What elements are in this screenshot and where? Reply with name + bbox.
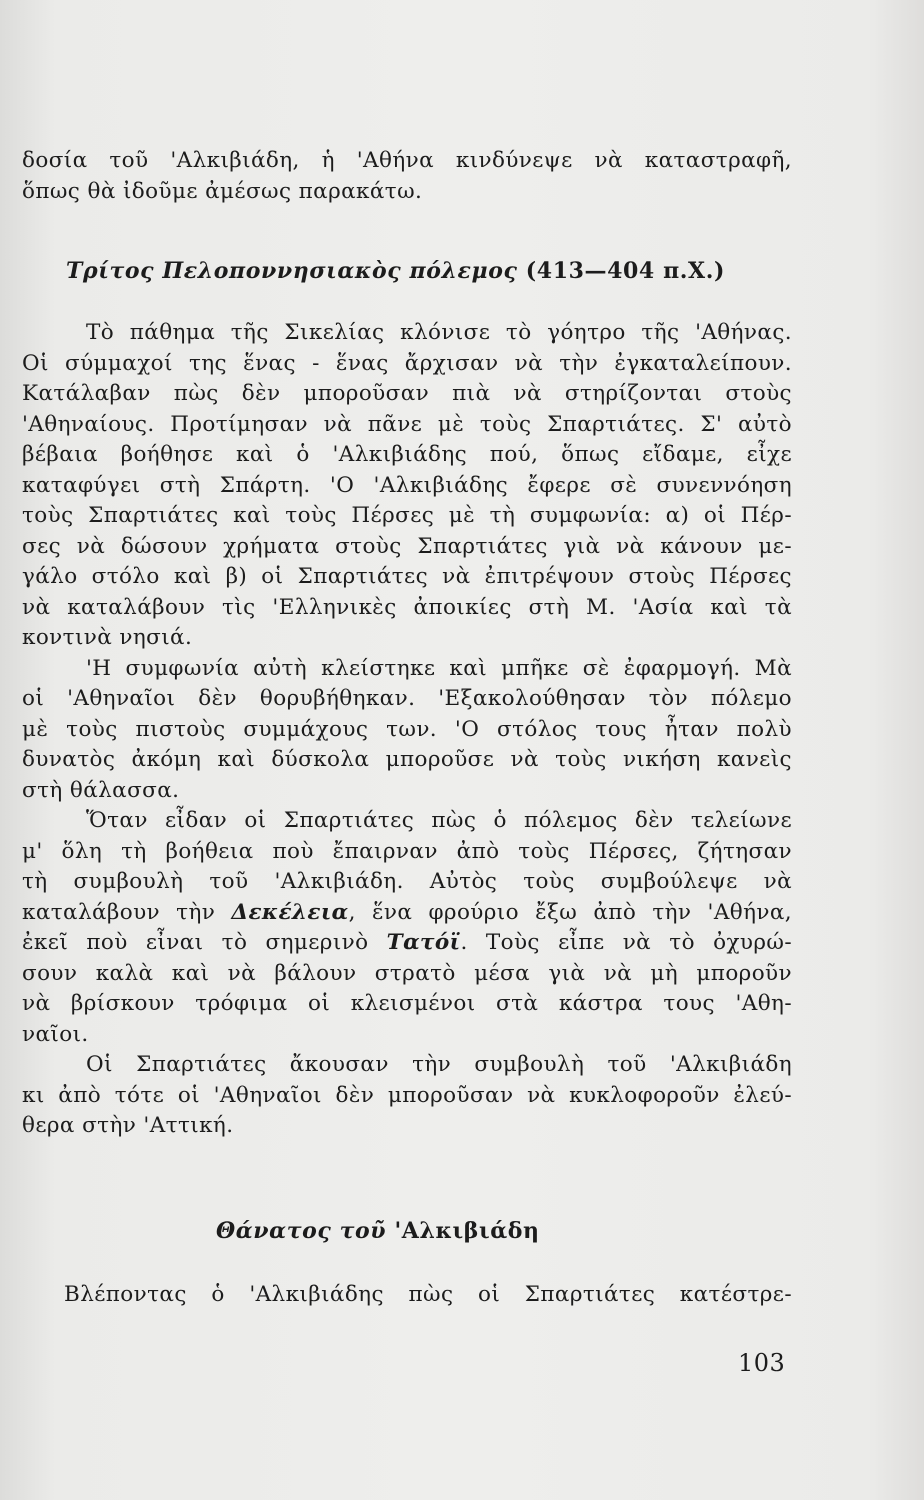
text-line: δυνατὸς ἀκόμη καὶ δύσκολα μποροῦσε νὰ τοὺς νικήση κανεὶς xyxy=(22,747,792,772)
section-heading-dates: (413—404 π.Χ.) xyxy=(525,258,725,284)
section2-body xyxy=(22,1280,792,1311)
intro-paragraph xyxy=(22,146,792,207)
place-name-tatoi: Τατόϊ xyxy=(386,930,461,955)
text-line: Οἱ σύμμαχοί της ἕνας - ἕνας ἄρχισαν νὰ τὴν ἐγκαταλείπουν. xyxy=(22,350,792,376)
text-line: ὅπως θὰ ἰδοῦμε ἀμέσως παρακάτω. xyxy=(22,178,423,204)
text-line: ναῖοι. xyxy=(22,1021,89,1047)
text-line: Κατάλαβαν πὼς δὲν μποροῦσαν πιὰ νὰ στηρίζονται στοὺς xyxy=(22,381,792,406)
text-line xyxy=(22,898,792,929)
text-line: γάλο στόλο καὶ β) οἱ Σπαρτιάτες νὰ ἐπιτρέψουν στοὺς Πέρσες xyxy=(22,564,792,589)
text-fragment: καταλάβουν τὴν xyxy=(22,899,232,925)
text-line: καταφύγει στὴ Σπάρτη. 'Ο 'Αλκιβιάδης ἔφερε σὲ συνεννόηση xyxy=(22,472,792,498)
text-line: σες νὰ δώσουν χρήματα στοὺς Σπαρτιάτες γιὰ νὰ κάνουν με- xyxy=(22,533,792,559)
section-heading-title: Θάνατος τοῦ xyxy=(216,1218,387,1244)
section-heading-title: Τρίτος Πελοποννησιακὸς πόλεμος xyxy=(66,258,518,284)
text-line: Βλέποντας ὁ 'Αλκιβιάδης πὼς οἱ Σπαρτιάτες κατέστρε- xyxy=(64,1282,792,1307)
text-line: 'Αθηναίους. Προτίμησαν νὰ πᾶνε μὲ τοὺς Σπαρτιάτες. Σ' αὐτὸ xyxy=(22,411,792,437)
text-line: Τὸ πάθημα τῆς Σικελίας κλόνισε τὸ γόητρο τῆς 'Αθήνας. xyxy=(86,320,792,345)
section-heading xyxy=(216,1218,540,1244)
text-fragment: ἐκεῖ ποὺ εἶναι τὸ σημερινὸ xyxy=(22,930,387,955)
text-line: στὴ θάλασσα. xyxy=(22,777,180,803)
section-heading xyxy=(66,258,725,284)
text-line: μὲ τοὺς πιστοὺς συμμάχους των. 'Ο στόλος τους ἦταν πολὺ xyxy=(22,716,792,742)
page-number: 103 xyxy=(738,1349,786,1377)
text-line: τὴ συμβουλὴ τοῦ 'Αλκιβιάδη. Αὐτὸς τοὺς συμβούλεψε νὰ xyxy=(22,869,792,894)
text-fragment: . Τοὺς εἶπε νὰ τὸ ὀχυρώ- xyxy=(460,930,793,955)
section1-body xyxy=(22,318,792,1142)
text-line: θερα στὴν 'Αττική. xyxy=(22,1113,234,1138)
section-heading-name: 'Αλκιβιάδη xyxy=(394,1218,540,1244)
text-line: νὰ καταλάβουν τὶς 'Ελληνικὲς ἀποικίες στὴ Μ. 'Ασία καὶ τὰ xyxy=(22,594,792,620)
text-line: μ' ὅλη τὴ βοήθεια ποὺ ἔπαιρναν ἀπὸ τοὺς Πέρσες, ζήτησαν xyxy=(22,838,792,864)
text-line: τοὺς Σπαρτιάτες καὶ τοὺς Πέρσες μὲ τὴ συμφωνία: α) οἱ Πέρ- xyxy=(22,503,792,528)
text-line: βέβαια βοήθησε καὶ ὁ 'Αλκιβιάδης πού, ὅπως εἴδαμε, εἶχε xyxy=(22,442,792,467)
text-line: οἱ 'Αθηναῖοι δὲν θορυβήθηκαν. 'Εξακολούθησαν τὸν πόλεμο xyxy=(22,686,792,711)
place-name-dekeleia: Δεκέλεια xyxy=(231,899,349,925)
text-line: κι ἀπὸ τότε οἱ 'Αθηναῖοι δὲν μποροῦσαν νὰ κυκλοφοροῦν ἐλεύ- xyxy=(22,1082,792,1108)
text-line: 'Η συμφωνία αὐτὴ κλείστηκε καὶ μπῆκε σὲ ἐφαρμογή. Μὰ xyxy=(86,655,792,681)
text-line: νὰ βρίσκουν τρόφιμα οἱ κλεισμένοι στὰ κάστρα τους 'Αθη- xyxy=(22,991,792,1016)
text-line xyxy=(22,928,792,959)
text-line: Ὅταν εἶδαν οἱ Σπαρτιάτες πὼς ὁ πόλεμος δὲν τελείωνε xyxy=(86,808,792,833)
text-line: σουν καλὰ καὶ νὰ βάλουν στρατὸ μέσα γιὰ νὰ μὴ μποροῦν xyxy=(22,960,792,986)
text-fragment: , ἕνα φρούριο ἔξω ἀπὸ τὴν 'Αθήνα, xyxy=(348,899,792,925)
text-line: δοσία τοῦ 'Αλκιβιάδη, ἡ 'Αθήνα κινδύνεψε νὰ καταστραφῆ, xyxy=(22,148,792,173)
text-line: Οἱ Σπαρτιάτες ἄκουσαν τὴν συμβουλὴ τοῦ 'Αλκιβιάδη xyxy=(86,1052,792,1077)
text-line: κοντινὰ νησιά. xyxy=(22,625,193,650)
